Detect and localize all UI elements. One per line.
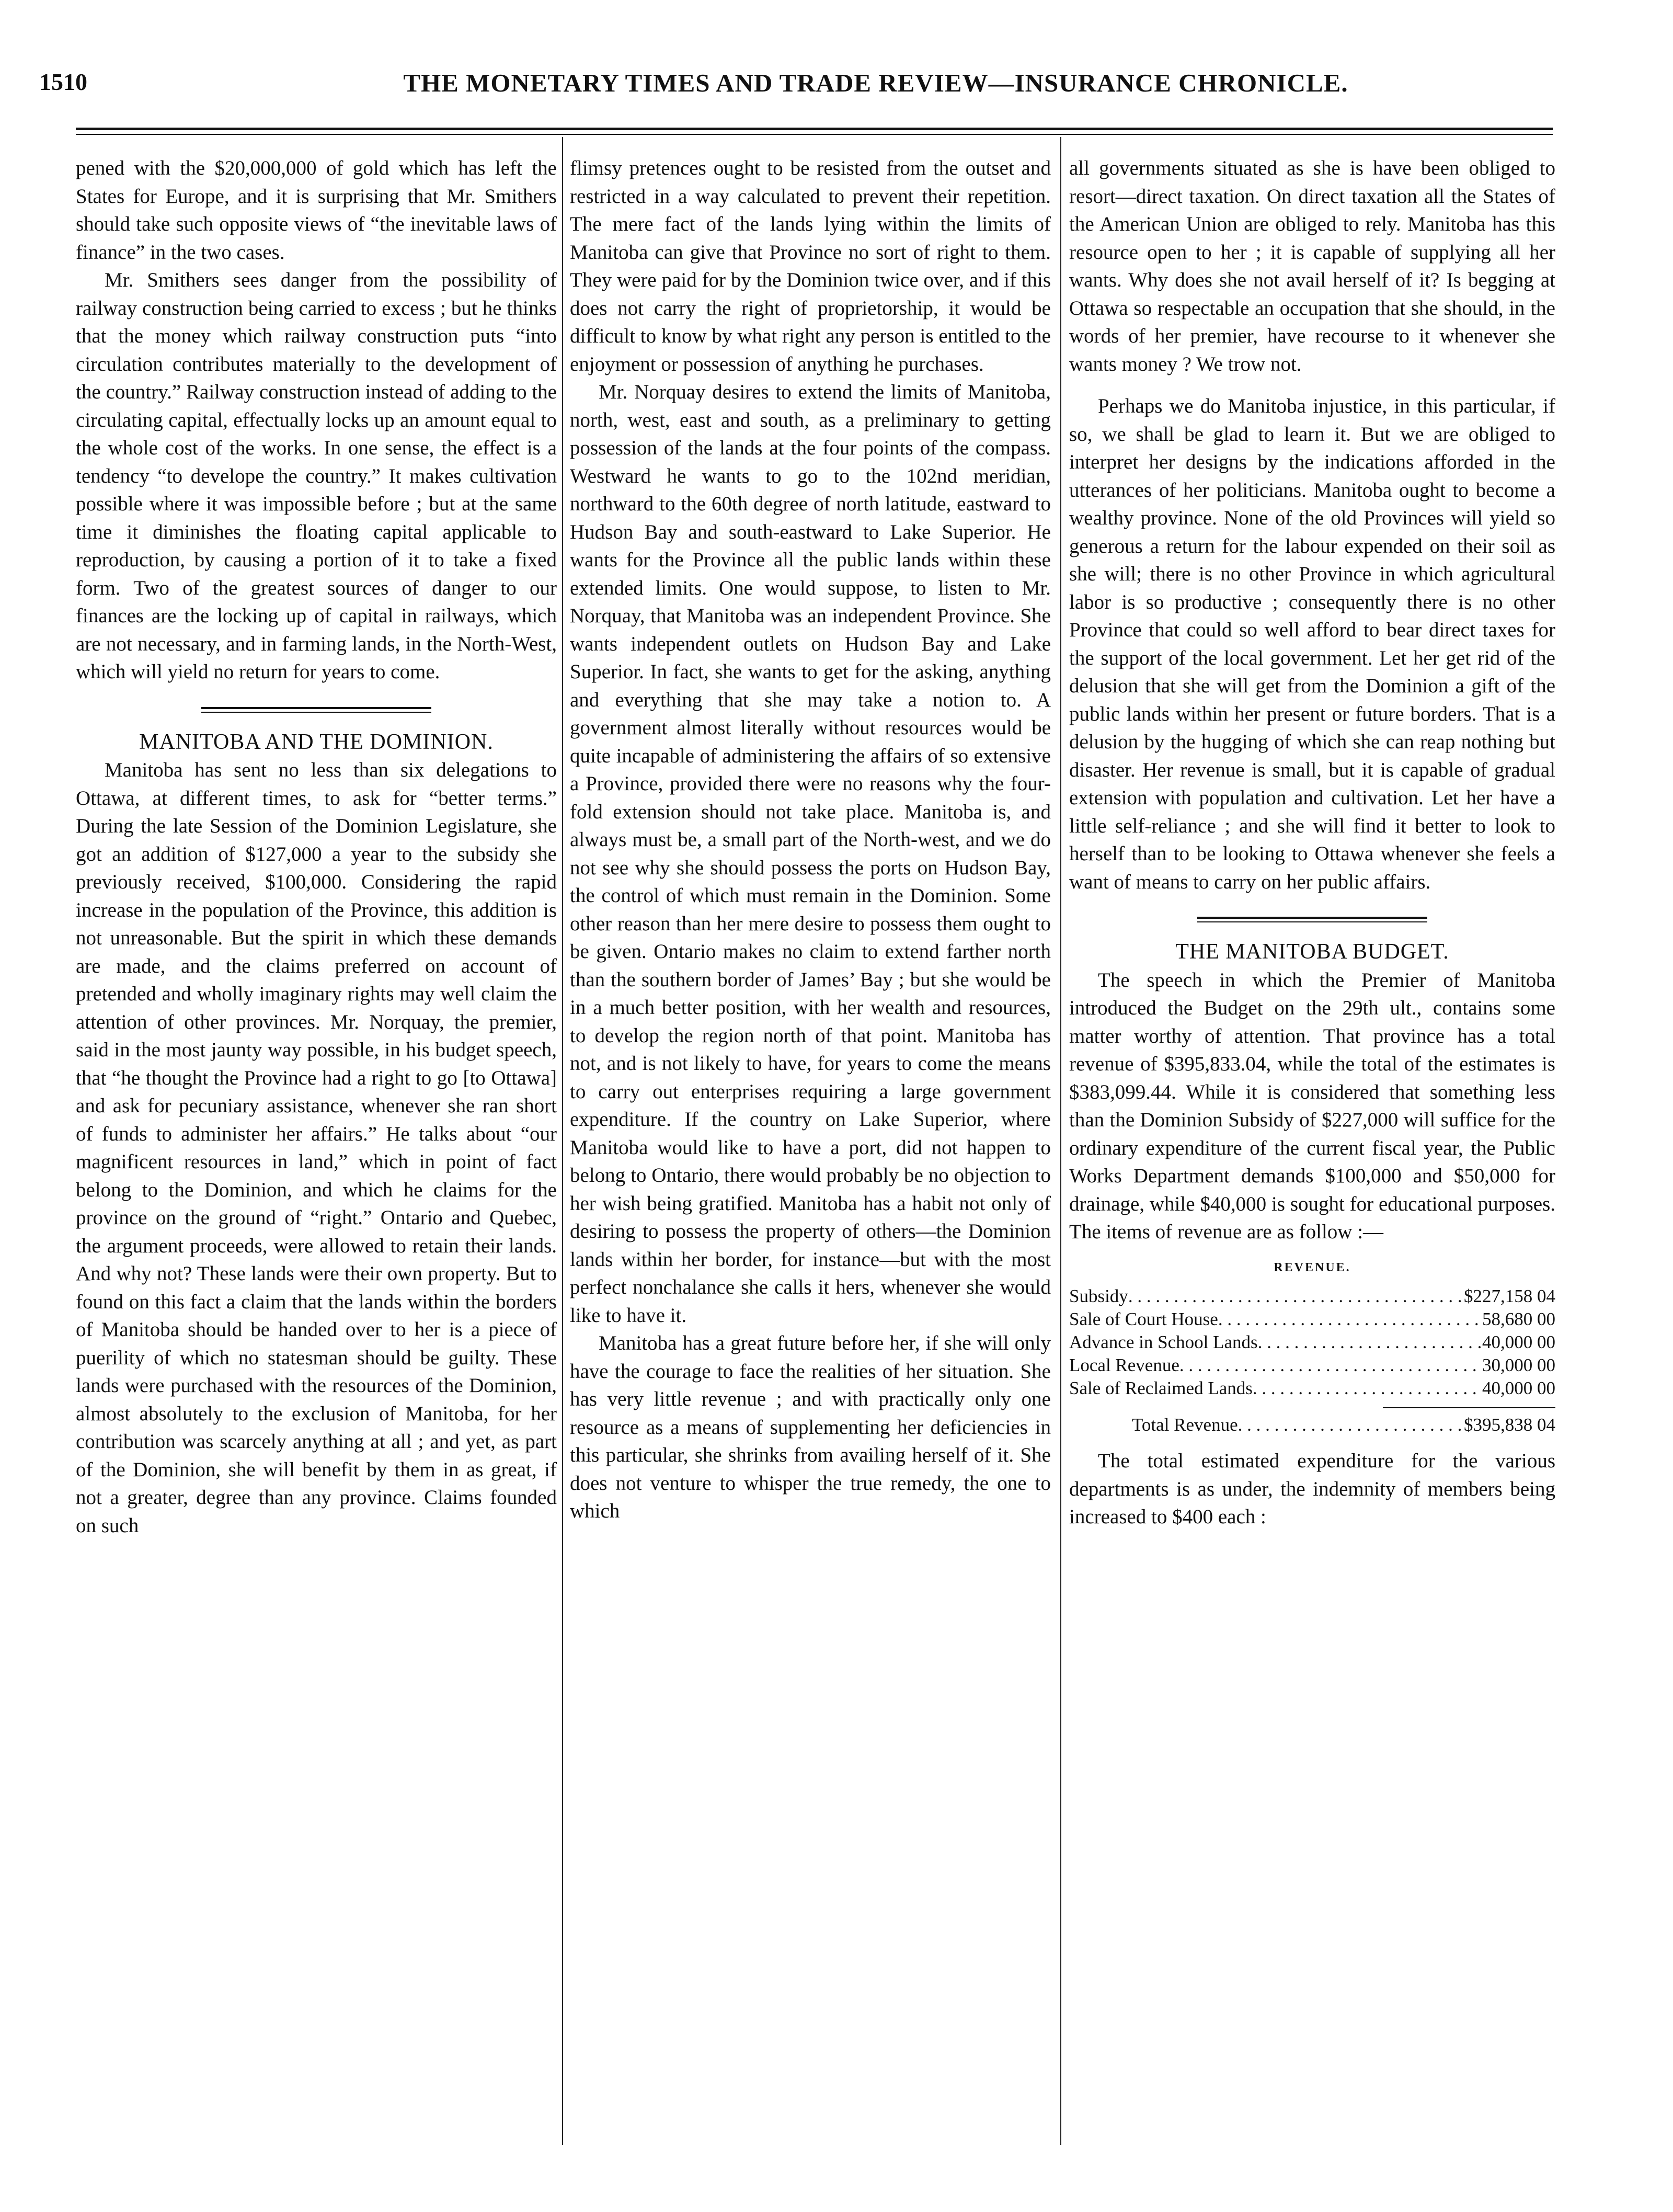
total-rule	[1383, 1407, 1555, 1408]
paragraph: The total estimated expenditure for the various departments is as under, the indemnity of members being increased to $400 each :	[1069, 1450, 1555, 1528]
revenue-table	[1069, 1285, 1555, 1436]
column-3	[1069, 154, 1555, 1531]
page-number: 1510	[39, 69, 87, 95]
header-rule-heavy	[76, 128, 1553, 130]
revenue-amount: 30,000 00	[1482, 1355, 1555, 1375]
revenue-row	[1069, 1354, 1555, 1377]
budget-title: THE MANITOBA BUDGET.	[1175, 940, 1449, 964]
section-rule	[201, 707, 431, 709]
leader-dots	[1253, 1377, 1482, 1400]
leader-dots	[1179, 1354, 1482, 1377]
revenue-row	[1069, 1377, 1555, 1400]
paragraph: Manitoba has a great future before her, if she will only have the courage to face the realities of her situation. She has very little revenue ; and with practically only one resource as a means of supplementing her deficiencies in this particular, she shrinks from availing herself of it. She does not venture to whisper the true remedy, the one to which	[570, 1332, 1051, 1522]
paragraph: all governments situated as she is have been obliged to resort—direct taxation. On direct taxation all the States of the American Union are obliged to rely. Manitoba has this resource open to her ; it is capable of supplying all her wants. Why does she not avail herself of it? Is begging at Ottawa so respectable an occupation that she should, in the words of her premier, have recourse to it whenever she wants money ? We trow not.	[1069, 157, 1555, 375]
leader-dots	[1238, 1413, 1464, 1436]
total-label: Total Revenue	[1132, 1415, 1238, 1435]
leader-dots	[1128, 1285, 1464, 1308]
revenue-amount: $227,158 04	[1464, 1286, 1555, 1306]
leader-dots	[1258, 1331, 1482, 1354]
leader-dots	[1218, 1308, 1482, 1331]
paragraph: Manitoba has sent no less than six delegations to Ottawa, at different times, to ask for “better terms.” During the late Session of the Dominion Legislature, she got an addition of $127,000 a year to the subsidy she previously received, $100,000. Considering the rapid increase in the population of the Province, this addition is not unreasonable. But the spirit in which these demands are made, and the claims preferred on account of pretended and wholly imaginary rights may well claim the attention of other provinces. Mr. Norquay, the premier, said in the most jaunty way possible, in his budget speech, that “he thought the Province had a right to go [to Ottawa] and ask for pecuniary assistance, whenever she ran short of funds to administer her affairs.” He talks about “our magnificent resources in land,” which in point of fact belong to the Dominion, and which he claims for the province on the ground of “right.” Ontario and Quebec, the argument proceeds, were allowed to retain their lands. And why not? These lands were their own property. But to found on this fact a claim that the lands within the borders of Manitoba should be handed over to her is a piece of puerility of which no statesman should be guilty. These lands were purchased with the resources of the Dominion, almost absolutely to the exclusion of Manitoba, for her contribution was scarcely anything at all ; and yet, as part of the Dominion, she will benefit by them in as great, if not a greater, degree than any province. Claims founded on such	[76, 759, 557, 1537]
revenue-amount: 40,000 00	[1482, 1378, 1555, 1398]
paragraph: Mr. Norquay desires to extend the limits of Manitoba, north, west, east and south, as a preliminary to getting possession of the lands at the four points of the compass. Westward he wants to go to the 102nd meridian, northward to the 60th degree of north latitude, eastward to Hudson Bay and south-eastward to Lake Superior. He wants for the Province all the public lands within these extended limits. One would suppose, to listen to Mr. Norquay, that Manitoba was an independent Province. She wants independent outlets on Hudson Bay and Lake Superior. In fact, she wants to get for the asking, anything and everything that she may take a notion to. A government almost literally without resources would be quite incapable of administering the affairs of so extensive a Province, provided there were no reasons why the four-fold extension should not take place. Manitoba is, and always must be, a small part of the North-west, and we do not see why she should possess the ports on Hudson Bay, the control of which must remain in the Dominion. Some other reason than her mere desire to possess them ought to be given. Ontario makes no claim to extend farther north than the southern border of James’ Bay ; but she would be in a much better position, with her wealth and resources, to develop the region north of that point. Manitoba has not, and is not likely to have, for years to come the means to carry out enterprises requiring a large government expenditure. If the country on Lake Superior, where Manitoba would like to have a port, did not happen to belong to Ontario, there would probably be no objection to her wish being gratified. Manitoba has a habit not only of desiring to possess the property of others—the Dominion lands within her border, for instance—but with the most perfect nonchalance she calls it hers, whenever she would like to have it.	[570, 381, 1051, 1327]
column-divider	[562, 137, 563, 2145]
revenue-heading: REVENUE.	[1274, 1260, 1351, 1274]
revenue-label: Sale of Court House	[1069, 1309, 1218, 1329]
revenue-row	[1069, 1308, 1555, 1331]
paragraph: The speech in which the Premier of Manitoba introduced the Budget on the 29th ult., contains some matter worthy of attention. That province has a total revenue of $395,833.04, while the total of the estimates is $383,099.44. While it is considered that something less than the Dominion Subsidy of $227,000 will suffice for the ordinary expenditure of the current fiscal year, the Public Works Department demands $100,000 and $50,000 for drainage, while $40,000 is sought for educational purposes. The items of revenue are as follow :—	[1069, 968, 1555, 1243]
revenue-amount: 58,680 00	[1482, 1309, 1555, 1329]
revenue-label: Advance in School Lands	[1069, 1332, 1258, 1352]
paragraph: pened with the $20,000,000 of gold which has left the States for Europe, and it is surprising that Mr. Smithers should take such opposite views of “the inevitable laws of finance” in the two cases.	[76, 157, 557, 264]
section-rule	[201, 712, 431, 713]
paragraph: Mr. Smithers sees danger from the possibility of railway construction being carried to excess ; but he thinks that the money which railway construction puts “into circulation contributes materially to the development of the country.” Railway construction instead of adding to the circulating capital, effectually locks up an amount equal to the whole cost of the works. In one sense, the effect is a tendency “to develope the country.” It makes cultivation possible where it was impossible before ; but at the same time it diminishes the floating capital applicable to reproduction, by causing a portion of it to take a fixed form. Two of the greatest sources of danger to our finances are the locking up of capital in railways, which are not necessary, and in farming lands, in the North-West, which will yield no return for years to come.	[76, 269, 557, 683]
revenue-amount: 40,000 00	[1482, 1332, 1555, 1352]
section-rule	[1197, 921, 1427, 922]
revenue-row	[1069, 1331, 1555, 1354]
header-rule-light	[76, 134, 1553, 135]
revenue-label: Subsidy	[1069, 1286, 1128, 1306]
column-divider	[1060, 137, 1061, 2145]
column-2	[570, 154, 1051, 1525]
revenue-label: Sale of Reclaimed Lands	[1069, 1378, 1253, 1398]
total-amount: $395,838 04	[1464, 1415, 1555, 1435]
article-title: MANITOBA AND THE DOMINION.	[139, 729, 494, 754]
revenue-label: Local Revenue	[1069, 1355, 1179, 1375]
revenue-row	[1069, 1285, 1555, 1308]
revenue-total-row	[1132, 1413, 1555, 1436]
section-rule	[1197, 917, 1427, 919]
running-title: THE MONETARY TIMES AND TRADE REVIEW—INSURANCE CHRONICLE.	[403, 69, 1348, 97]
paragraph: flimsy pretences ought to be resisted from the outset and restricted in a way calculated to prevent their repetition. The mere fact of the lands lying within the limits of Manitoba can give that Province no sort of right to them. They were paid for by the Dominion twice over, and if this does not carry the right of proprietorship, it would be difficult to know by what right any person is entitled to the enjoyment or possession of anything he purchases.	[570, 157, 1051, 375]
paragraph: Perhaps we do Manitoba injustice, in this particular, if so, we shall be glad to learn it. But we are obliged to interpret her designs by the indications afforded in the utterances of her politicians. Manitoba ought to become a wealthy province. None of the old Provinces will yield so generous a return for the labour expended on their soil as she will; there is no other Province in which agricultural labor is so productive ; consequently there is no other Province that could so well afford to bear direct taxes for the support of the local government. Let her get rid of the delusion that she will get from the Dominion a gift of the public lands within her present or future borders. That is a delusion by the hugging of which she can reap nothing but disaster. Her revenue is small, but it is capable of gradual extension with population and cultivation. Let her have a little self-reliance ; and she will find it better to look to herself than to be looking to Ottawa whenever she feels a want of means to carry on her public affairs.	[1069, 395, 1555, 893]
column-1	[76, 154, 557, 1540]
